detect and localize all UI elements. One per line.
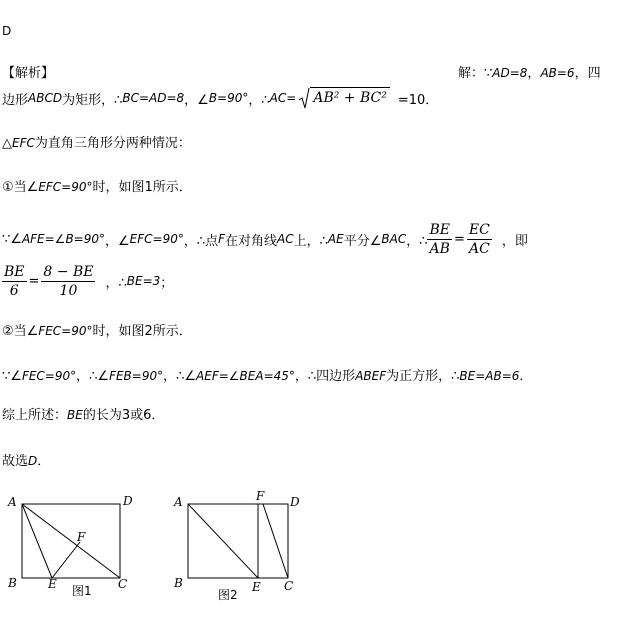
fraction-denominator: 6 (9, 282, 19, 299)
sqrt-expression (298, 87, 390, 109)
angle-value: EFC=90° (38, 180, 93, 194)
line-suffix: ，四 (574, 66, 601, 81)
text-segment: 时，如图2所示． (92, 324, 192, 339)
text-segment: 的长为3或6． (82, 408, 165, 423)
segment-fc (263, 504, 288, 578)
figure-2 (170, 486, 320, 606)
angle-value: FEC=90° (38, 324, 93, 338)
angle-value: AEF=∠BEA=45° (196, 369, 295, 383)
text-segment: ，∴∠ (76, 369, 110, 384)
solution-line-8 (2, 365, 532, 384)
text-segment: 边形 (2, 92, 29, 108)
text-segment: 故选 (2, 454, 29, 469)
text-segment: ，∴ (248, 92, 270, 108)
fraction-be-ab (427, 221, 452, 258)
analysis-label: 【解析】 (2, 66, 55, 81)
solution-line-5 (2, 218, 528, 260)
sqrt-sign-icon (298, 87, 310, 109)
solution-prefix: 解：∵ (458, 66, 493, 81)
angle-value: FEC=90° (21, 369, 77, 383)
text-segment: ，即 (501, 233, 528, 249)
segment-name: BE (67, 408, 83, 422)
text-segment: 上，∴ (293, 233, 328, 249)
label-d: D (290, 495, 300, 509)
separator: ， (527, 66, 541, 81)
rect-name: ABCD (28, 91, 63, 105)
text-segment: ，∴ (105, 275, 127, 291)
text-segment: 为直角三角形分两种情况： (34, 136, 191, 151)
quad-name: ABEF (355, 369, 387, 383)
text-segment: 时，如图1所示． (92, 180, 192, 195)
answer-letter: D (28, 454, 38, 468)
label-c: C (118, 577, 128, 591)
equals-sign: = (28, 273, 40, 289)
text-segment: ，∴∠ (163, 369, 197, 384)
text-segment: ． (519, 369, 533, 384)
ad-value: AD=8 (492, 66, 528, 80)
ac-label: AC= (269, 91, 297, 105)
solution-line-6 (2, 260, 173, 302)
text-segment: 为矩形，∴ (62, 92, 123, 108)
angle-value: EFC=90° (129, 232, 184, 246)
figure-1 (0, 486, 170, 606)
label-b: B (174, 576, 183, 590)
conclusion-line (2, 404, 164, 423)
label-a: A (174, 495, 183, 509)
text-segment: 为正方形，∴ (386, 369, 460, 384)
text-segment: ，∴四边形 (294, 369, 356, 384)
text-segment: 平分∠ (343, 233, 382, 249)
answer-letter: D (2, 24, 12, 38)
fraction-be-6 (2, 263, 27, 300)
figure-2-caption: 图2 (218, 588, 238, 602)
fraction-ec-ac (467, 221, 492, 258)
text-segment: ，∠ (184, 92, 209, 108)
label-e: E (48, 577, 57, 591)
text-segment: ∵∠ (2, 369, 22, 384)
text-segment: ②当∠ (2, 324, 39, 339)
solution-line-2 (2, 86, 438, 110)
fraction-denominator: 10 (59, 282, 78, 299)
equals-sign: = (454, 231, 465, 247)
be-result: BE=AB=6 (459, 369, 520, 383)
label-c: C (284, 579, 294, 593)
text-segment: ，∠ (105, 233, 130, 249)
fraction-8-minus-be-10 (41, 263, 95, 300)
segment-ef (52, 542, 80, 578)
solution-line-1 (458, 62, 601, 81)
be-result: BE=3 (126, 274, 161, 288)
fraction-numerator: EC (468, 221, 490, 238)
point-name: F (218, 232, 226, 246)
rectangle-abcd (188, 504, 288, 578)
bc-ad-value: BC=AD=8 (122, 91, 185, 105)
text-segment: ①当∠ (2, 180, 39, 195)
ab-value: AB=6 (540, 66, 575, 80)
triangle-symbol: △ (2, 136, 12, 151)
label-d: D (123, 494, 133, 508)
text-segment: 在对角线 (225, 233, 278, 249)
case-1-heading (2, 176, 192, 195)
sqrt-content: AB² + BC² (310, 87, 390, 109)
text-segment: ，∴ (406, 233, 428, 249)
label-f: F (77, 530, 86, 544)
fraction-numerator: BE (429, 221, 450, 238)
label-b: B (8, 576, 17, 590)
segment-name: AE (327, 232, 344, 246)
angle-b-value: B=90° (208, 91, 249, 105)
text-segment: 综上所述： (2, 408, 68, 423)
figure-1-caption: 图1 (72, 584, 92, 598)
case-2-heading (2, 320, 192, 339)
label-f: F (256, 489, 265, 503)
triangle-name: EFC (12, 136, 35, 150)
label-a: A (8, 495, 17, 509)
fraction-denominator: AC (468, 240, 490, 257)
text-segment: ； (160, 275, 174, 291)
text-segment: ，∴点 (183, 233, 219, 249)
angle-name: BAC (381, 232, 407, 246)
label-e: E (252, 580, 261, 594)
segment-name: AC (277, 232, 294, 246)
angle-value: AFE=∠B=90° (21, 232, 105, 246)
segment-ae (188, 504, 258, 578)
fraction-numerator: 8 − BE (43, 263, 94, 280)
text-segment: =10． (397, 92, 439, 108)
solution-line-3 (2, 132, 191, 151)
fraction-numerator: BE (4, 263, 25, 280)
angle-value: FEB=90° (109, 369, 164, 383)
text-segment: ． (37, 454, 51, 469)
final-answer-line (2, 450, 50, 469)
fraction-denominator: AB (429, 240, 450, 257)
text-segment: ∵∠ (2, 231, 22, 247)
